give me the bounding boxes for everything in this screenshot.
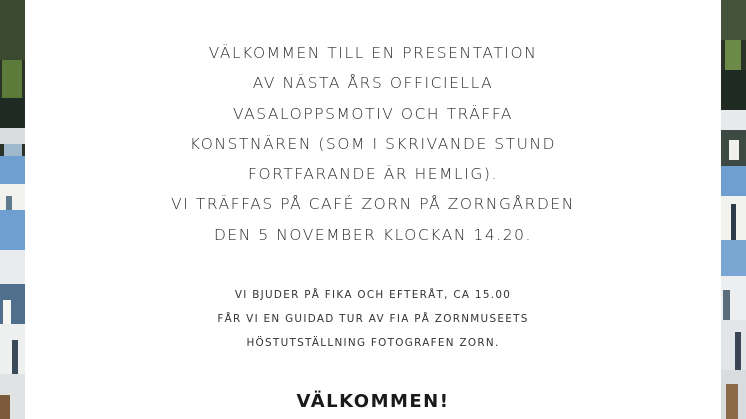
- painting-edge-left: [0, 0, 25, 419]
- invitation-line: VI TRÄFFAS PÅ CAFÉ ZORN PÅ ZORNGÅRDEN: [171, 195, 575, 214]
- invitation-details: [25, 283, 721, 355]
- invitation-line: VÄLKOMMEN TILL EN PRESENTATION: [208, 44, 538, 62]
- invitation-line: FORTFARANDE ÄR HEMLIG).: [248, 165, 498, 184]
- welcome-heading: VÄLKOMMEN!: [296, 391, 450, 412]
- invitation-line: KONSTNÄREN (SOM I SKRIVANDE STUND: [189, 134, 557, 153]
- details-line: FÅR VI EN GUIDAD TUR AV FIA PÅ ZORNMUSEETS: [217, 313, 529, 325]
- invitation-card: [25, 0, 721, 419]
- invitation-line: AV NÄSTA ÅRS OFFICIELLA: [252, 74, 494, 93]
- invitation-line: VASALOPPSMOTIV OCH TRÄFFA: [232, 104, 514, 123]
- invitation-main-text: [25, 38, 721, 250]
- details-line: VI BJUDER PÅ FIKA OCH EFTERÅT, CA 15.00: [234, 289, 512, 301]
- painting-edge-right: [721, 0, 746, 419]
- invitation-line: DEN 5 NOVEMBER KLOCKAN 14.20.: [213, 225, 533, 244]
- details-line: HÖSTUTSTÄLLNING FOTOGRAFEN ZORN.: [246, 337, 500, 349]
